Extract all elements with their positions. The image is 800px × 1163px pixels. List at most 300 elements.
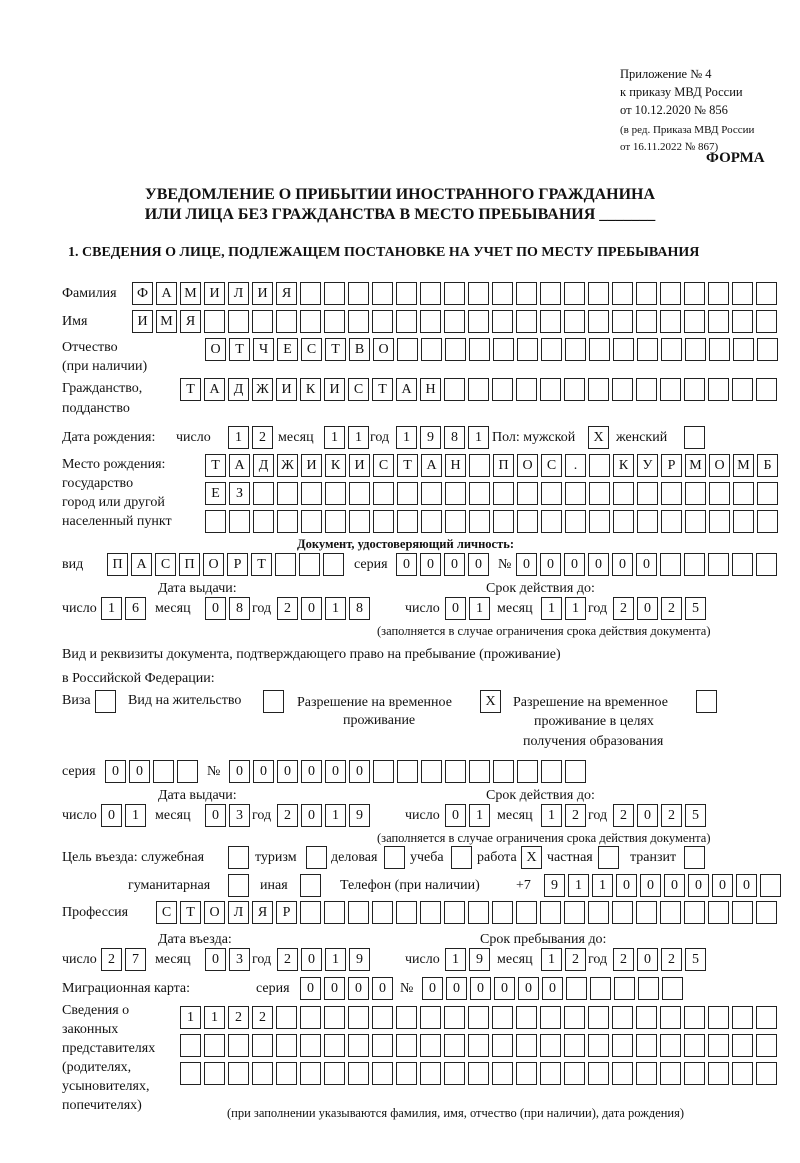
input-cell[interactable]: [324, 310, 345, 333]
input-cell[interactable]: [396, 282, 417, 305]
input-cell[interactable]: [396, 1006, 417, 1029]
input-cell[interactable]: [708, 1062, 729, 1085]
input-cell[interactable]: 0: [636, 553, 657, 576]
input-cell[interactable]: [660, 282, 681, 305]
purpose-transit-checkbox[interactable]: [684, 846, 708, 868]
input-cell[interactable]: 0: [588, 553, 609, 576]
input-cell[interactable]: [709, 338, 730, 361]
stay-year[interactable]: [613, 948, 709, 970]
input-cell[interactable]: [348, 1006, 369, 1029]
input-cell[interactable]: [517, 510, 538, 533]
input-cell[interactable]: [540, 1062, 561, 1085]
input-cell[interactable]: 2: [565, 804, 586, 827]
input-cell[interactable]: [516, 310, 537, 333]
input-cell[interactable]: Р: [227, 553, 248, 576]
input-cell[interactable]: [397, 510, 418, 533]
input-cell[interactable]: [252, 1034, 273, 1057]
input-cell[interactable]: [733, 510, 754, 533]
input-cell[interactable]: А: [204, 378, 225, 401]
input-cell[interactable]: [613, 482, 634, 505]
temp-residence-checkbox[interactable]: [480, 690, 504, 712]
input-cell[interactable]: X: [521, 846, 542, 869]
input-cell[interactable]: [469, 482, 490, 505]
input-cell[interactable]: 0: [688, 874, 709, 897]
input-cell[interactable]: [516, 901, 537, 924]
input-cell[interactable]: 5: [685, 804, 706, 827]
input-cell[interactable]: [372, 901, 393, 924]
input-cell[interactable]: 0: [470, 977, 491, 1000]
right-series-field[interactable]: [105, 760, 201, 782]
input-cell[interactable]: Т: [372, 378, 393, 401]
input-cell[interactable]: [275, 553, 296, 576]
input-cell[interactable]: [373, 760, 394, 783]
input-cell[interactable]: [253, 510, 274, 533]
input-cell[interactable]: И: [252, 282, 273, 305]
input-cell[interactable]: [300, 901, 321, 924]
input-cell[interactable]: [612, 282, 633, 305]
input-cell[interactable]: [445, 510, 466, 533]
input-cell[interactable]: Ж: [252, 378, 273, 401]
input-cell[interactable]: [516, 1006, 537, 1029]
right-valid-year[interactable]: [613, 804, 709, 826]
input-cell[interactable]: [684, 846, 705, 869]
input-cell[interactable]: 0: [446, 977, 467, 1000]
input-cell[interactable]: [397, 338, 418, 361]
input-cell[interactable]: [444, 310, 465, 333]
input-cell[interactable]: [516, 1034, 537, 1057]
input-cell[interactable]: 2: [613, 948, 634, 971]
input-cell[interactable]: 1: [445, 948, 466, 971]
input-cell[interactable]: [614, 977, 635, 1000]
input-cell[interactable]: 1: [541, 804, 562, 827]
input-cell[interactable]: [468, 1006, 489, 1029]
input-cell[interactable]: [637, 482, 658, 505]
input-cell[interactable]: 2: [277, 948, 298, 971]
input-cell[interactable]: [612, 1006, 633, 1029]
input-cell[interactable]: [444, 901, 465, 924]
input-cell[interactable]: А: [156, 282, 177, 305]
input-cell[interactable]: [636, 310, 657, 333]
input-cell[interactable]: Д: [253, 454, 274, 477]
input-cell[interactable]: [180, 1062, 201, 1085]
input-cell[interactable]: 0: [564, 553, 585, 576]
input-cell[interactable]: [421, 760, 442, 783]
input-cell[interactable]: [588, 1006, 609, 1029]
input-cell[interactable]: [564, 1034, 585, 1057]
input-cell[interactable]: 0: [253, 760, 274, 783]
input-cell[interactable]: К: [300, 378, 321, 401]
migration-series-field[interactable]: [300, 977, 396, 999]
input-cell[interactable]: [493, 338, 514, 361]
input-cell[interactable]: [613, 338, 634, 361]
input-cell[interactable]: [349, 482, 370, 505]
input-cell[interactable]: Ч: [253, 338, 274, 361]
input-cell[interactable]: [589, 338, 610, 361]
input-cell[interactable]: Т: [229, 338, 250, 361]
input-cell[interactable]: [384, 846, 405, 869]
input-cell[interactable]: М: [180, 282, 201, 305]
input-cell[interactable]: [709, 482, 730, 505]
input-cell[interactable]: 1: [325, 948, 346, 971]
input-cell[interactable]: [756, 1062, 777, 1085]
input-cell[interactable]: 0: [494, 977, 515, 1000]
input-cell[interactable]: [517, 482, 538, 505]
input-cell[interactable]: 2: [228, 1006, 249, 1029]
input-cell[interactable]: [277, 482, 298, 505]
input-cell[interactable]: С: [155, 553, 176, 576]
id-issue-month[interactable]: [205, 597, 253, 619]
input-cell[interactable]: [396, 1062, 417, 1085]
input-cell[interactable]: 1: [348, 426, 369, 449]
input-cell[interactable]: 0: [664, 874, 685, 897]
input-cell[interactable]: [444, 1062, 465, 1085]
input-cell[interactable]: [540, 310, 561, 333]
input-cell[interactable]: [732, 1062, 753, 1085]
purpose-tourism-checkbox[interactable]: [306, 846, 330, 868]
right-issue-month[interactable]: [205, 804, 253, 826]
profession-field[interactable]: [156, 901, 780, 923]
input-cell[interactable]: [300, 1006, 321, 1029]
input-cell[interactable]: 7: [125, 948, 146, 971]
input-cell[interactable]: [299, 553, 320, 576]
input-cell[interactable]: [540, 282, 561, 305]
input-cell[interactable]: [348, 1062, 369, 1085]
input-cell[interactable]: [348, 310, 369, 333]
input-cell[interactable]: А: [421, 454, 442, 477]
input-cell[interactable]: 1: [228, 426, 249, 449]
input-cell[interactable]: [397, 482, 418, 505]
input-cell[interactable]: 1: [469, 597, 490, 620]
input-cell[interactable]: [348, 901, 369, 924]
input-cell[interactable]: [372, 1034, 393, 1057]
input-cell[interactable]: [420, 1034, 441, 1057]
input-cell[interactable]: [421, 510, 442, 533]
input-cell[interactable]: [565, 510, 586, 533]
input-cell[interactable]: 0: [542, 977, 563, 1000]
input-cell[interactable]: 1: [324, 426, 345, 449]
input-cell[interactable]: 2: [661, 597, 682, 620]
input-cell[interactable]: [397, 760, 418, 783]
input-cell[interactable]: 0: [205, 597, 226, 620]
input-cell[interactable]: [300, 1062, 321, 1085]
input-cell[interactable]: О: [373, 338, 394, 361]
right-issue-year[interactable]: [277, 804, 373, 826]
input-cell[interactable]: И: [132, 310, 153, 333]
input-cell[interactable]: [732, 901, 753, 924]
input-cell[interactable]: [349, 510, 370, 533]
input-cell[interactable]: .: [565, 454, 586, 477]
input-cell[interactable]: [469, 760, 490, 783]
input-cell[interactable]: [517, 760, 538, 783]
right-number-field[interactable]: [229, 760, 589, 782]
input-cell[interactable]: [492, 282, 513, 305]
input-cell[interactable]: Я: [276, 282, 297, 305]
input-cell[interactable]: М: [685, 454, 706, 477]
input-cell[interactable]: З: [229, 482, 250, 505]
input-cell[interactable]: [541, 338, 562, 361]
input-cell[interactable]: 2: [661, 804, 682, 827]
input-cell[interactable]: 0: [129, 760, 150, 783]
right-issue-day[interactable]: [101, 804, 149, 826]
input-cell[interactable]: [757, 510, 778, 533]
input-cell[interactable]: И: [324, 378, 345, 401]
input-cell[interactable]: [263, 690, 284, 713]
input-cell[interactable]: [684, 282, 705, 305]
input-cell[interactable]: П: [179, 553, 200, 576]
input-cell[interactable]: [468, 310, 489, 333]
input-cell[interactable]: [660, 1034, 681, 1057]
input-cell[interactable]: [636, 1006, 657, 1029]
input-cell[interactable]: [541, 510, 562, 533]
input-cell[interactable]: Т: [180, 378, 201, 401]
input-cell[interactable]: [684, 553, 705, 576]
input-cell[interactable]: 9: [349, 804, 370, 827]
input-cell[interactable]: [372, 310, 393, 333]
input-cell[interactable]: [541, 760, 562, 783]
male-checkbox[interactable]: [588, 426, 612, 448]
input-cell[interactable]: [660, 553, 681, 576]
input-cell[interactable]: 9: [469, 948, 490, 971]
id-issue-year[interactable]: [277, 597, 373, 619]
input-cell[interactable]: 0: [468, 553, 489, 576]
input-cell[interactable]: 0: [301, 804, 322, 827]
input-cell[interactable]: [696, 690, 717, 713]
input-cell[interactable]: И: [276, 378, 297, 401]
purpose-study-checkbox[interactable]: [451, 846, 475, 868]
input-cell[interactable]: [252, 310, 273, 333]
input-cell[interactable]: Е: [277, 338, 298, 361]
birth-month-field[interactable]: [324, 426, 372, 448]
input-cell[interactable]: [661, 338, 682, 361]
phone-field[interactable]: [544, 874, 784, 896]
input-cell[interactable]: Т: [325, 338, 346, 361]
purpose-service-checkbox[interactable]: [228, 846, 252, 868]
input-cell[interactable]: [636, 282, 657, 305]
input-cell[interactable]: Я: [180, 310, 201, 333]
input-cell[interactable]: [252, 1062, 273, 1085]
input-cell[interactable]: [637, 510, 658, 533]
entry-day[interactable]: [101, 948, 149, 970]
input-cell[interactable]: [756, 378, 777, 401]
input-cell[interactable]: 3: [229, 948, 250, 971]
input-cell[interactable]: 0: [372, 977, 393, 1000]
input-cell[interactable]: [684, 426, 705, 449]
input-cell[interactable]: [177, 760, 198, 783]
input-cell[interactable]: Я: [252, 901, 273, 924]
input-cell[interactable]: [612, 1062, 633, 1085]
input-cell[interactable]: [420, 901, 441, 924]
input-cell[interactable]: О: [203, 553, 224, 576]
input-cell[interactable]: Т: [251, 553, 272, 576]
input-cell[interactable]: О: [709, 454, 730, 477]
input-cell[interactable]: [588, 1034, 609, 1057]
input-cell[interactable]: [613, 510, 634, 533]
input-cell[interactable]: Ф: [132, 282, 153, 305]
input-cell[interactable]: [685, 510, 706, 533]
input-cell[interactable]: [396, 1034, 417, 1057]
input-cell[interactable]: [756, 553, 777, 576]
input-cell[interactable]: П: [493, 454, 514, 477]
input-cell[interactable]: [684, 1006, 705, 1029]
input-cell[interactable]: [756, 310, 777, 333]
input-cell[interactable]: 1: [101, 597, 122, 620]
input-cell[interactable]: [732, 378, 753, 401]
input-cell[interactable]: [588, 901, 609, 924]
input-cell[interactable]: [373, 482, 394, 505]
input-cell[interactable]: [756, 901, 777, 924]
input-cell[interactable]: [733, 482, 754, 505]
input-cell[interactable]: 0: [348, 977, 369, 1000]
input-cell[interactable]: 0: [101, 804, 122, 827]
input-cell[interactable]: [541, 482, 562, 505]
input-cell[interactable]: 9: [420, 426, 441, 449]
input-cell[interactable]: [300, 1034, 321, 1057]
input-cell[interactable]: 0: [277, 760, 298, 783]
input-cell[interactable]: С: [541, 454, 562, 477]
input-cell[interactable]: [300, 282, 321, 305]
input-cell[interactable]: [708, 1006, 729, 1029]
input-cell[interactable]: [396, 310, 417, 333]
input-cell[interactable]: Н: [445, 454, 466, 477]
input-cell[interactable]: 6: [125, 597, 146, 620]
citizenship-field[interactable]: [180, 378, 780, 400]
input-cell[interactable]: [660, 1006, 681, 1029]
input-cell[interactable]: [396, 901, 417, 924]
entry-year[interactable]: [277, 948, 373, 970]
input-cell[interactable]: [492, 1062, 513, 1085]
input-cell[interactable]: [306, 846, 327, 869]
input-cell[interactable]: М: [156, 310, 177, 333]
input-cell[interactable]: 2: [277, 804, 298, 827]
input-cell[interactable]: [204, 1034, 225, 1057]
input-cell[interactable]: П: [107, 553, 128, 576]
input-cell[interactable]: С: [373, 454, 394, 477]
input-cell[interactable]: [756, 282, 777, 305]
input-cell[interactable]: 2: [661, 948, 682, 971]
input-cell[interactable]: [732, 553, 753, 576]
input-cell[interactable]: [660, 310, 681, 333]
input-cell[interactable]: 0: [444, 553, 465, 576]
input-cell[interactable]: И: [349, 454, 370, 477]
input-cell[interactable]: [323, 553, 344, 576]
input-cell[interactable]: 9: [349, 948, 370, 971]
input-cell[interactable]: 0: [301, 948, 322, 971]
input-cell[interactable]: В: [349, 338, 370, 361]
input-cell[interactable]: [732, 310, 753, 333]
input-cell[interactable]: [540, 1006, 561, 1029]
input-cell[interactable]: 0: [612, 553, 633, 576]
input-cell[interactable]: [662, 977, 683, 1000]
input-cell[interactable]: А: [131, 553, 152, 576]
input-cell[interactable]: [325, 482, 346, 505]
input-cell[interactable]: Л: [228, 282, 249, 305]
birthplace-row[interactable]: [205, 510, 781, 532]
input-cell[interactable]: [684, 310, 705, 333]
input-cell[interactable]: 8: [229, 597, 250, 620]
purpose-other-checkbox[interactable]: [300, 874, 324, 896]
input-cell[interactable]: [708, 310, 729, 333]
input-cell[interactable]: [661, 510, 682, 533]
input-cell[interactable]: 0: [518, 977, 539, 1000]
right-valid-month[interactable]: [541, 804, 589, 826]
input-cell[interactable]: [324, 282, 345, 305]
id-kind-field[interactable]: [107, 553, 347, 575]
input-cell[interactable]: [588, 310, 609, 333]
input-cell[interactable]: 8: [444, 426, 465, 449]
birthplace-row[interactable]: [205, 482, 781, 504]
input-cell[interactable]: 0: [105, 760, 126, 783]
input-cell[interactable]: [612, 901, 633, 924]
input-cell[interactable]: [95, 690, 116, 713]
input-cell[interactable]: А: [229, 454, 250, 477]
input-cell[interactable]: [276, 310, 297, 333]
input-cell[interactable]: [540, 378, 561, 401]
input-cell[interactable]: [708, 378, 729, 401]
input-cell[interactable]: 0: [616, 874, 637, 897]
id-valid-year[interactable]: [613, 597, 709, 619]
input-cell[interactable]: 0: [640, 874, 661, 897]
input-cell[interactable]: 1: [325, 597, 346, 620]
input-cell[interactable]: 2: [565, 948, 586, 971]
input-cell[interactable]: [598, 846, 619, 869]
input-cell[interactable]: 2: [613, 804, 634, 827]
input-cell[interactable]: [540, 1034, 561, 1057]
input-cell[interactable]: [420, 1006, 441, 1029]
input-cell[interactable]: [492, 1034, 513, 1057]
input-cell[interactable]: [229, 510, 250, 533]
input-cell[interactable]: [733, 338, 754, 361]
input-cell[interactable]: 0: [396, 553, 417, 576]
input-cell[interactable]: 1: [469, 804, 490, 827]
input-cell[interactable]: [492, 378, 513, 401]
migration-number-field[interactable]: [422, 977, 686, 999]
input-cell[interactable]: 1: [125, 804, 146, 827]
input-cell[interactable]: [492, 901, 513, 924]
input-cell[interactable]: [612, 378, 633, 401]
purpose-private-checkbox[interactable]: [598, 846, 622, 868]
input-cell[interactable]: 2: [252, 426, 273, 449]
input-cell[interactable]: [301, 482, 322, 505]
input-cell[interactable]: [277, 510, 298, 533]
input-cell[interactable]: [372, 282, 393, 305]
input-cell[interactable]: Т: [205, 454, 226, 477]
input-cell[interactable]: [445, 338, 466, 361]
input-cell[interactable]: [564, 1062, 585, 1085]
input-cell[interactable]: [348, 1034, 369, 1057]
input-cell[interactable]: [300, 310, 321, 333]
input-cell[interactable]: Л: [228, 901, 249, 924]
input-cell[interactable]: 1: [396, 426, 417, 449]
birth-day-field[interactable]: [228, 426, 276, 448]
input-cell[interactable]: 0: [540, 553, 561, 576]
input-cell[interactable]: [540, 901, 561, 924]
input-cell[interactable]: 1: [541, 948, 562, 971]
input-cell[interactable]: О: [517, 454, 538, 477]
input-cell[interactable]: 0: [301, 760, 322, 783]
input-cell[interactable]: [205, 510, 226, 533]
input-cell[interactable]: [760, 874, 781, 897]
input-cell[interactable]: У: [637, 454, 658, 477]
input-cell[interactable]: [469, 510, 490, 533]
name-field[interactable]: [132, 310, 780, 332]
input-cell[interactable]: [445, 482, 466, 505]
input-cell[interactable]: [325, 510, 346, 533]
birthplace-row[interactable]: [205, 454, 781, 476]
input-cell[interactable]: 5: [685, 948, 706, 971]
input-cell[interactable]: 0: [301, 597, 322, 620]
id-valid-month[interactable]: [541, 597, 589, 619]
input-cell[interactable]: 0: [349, 760, 370, 783]
